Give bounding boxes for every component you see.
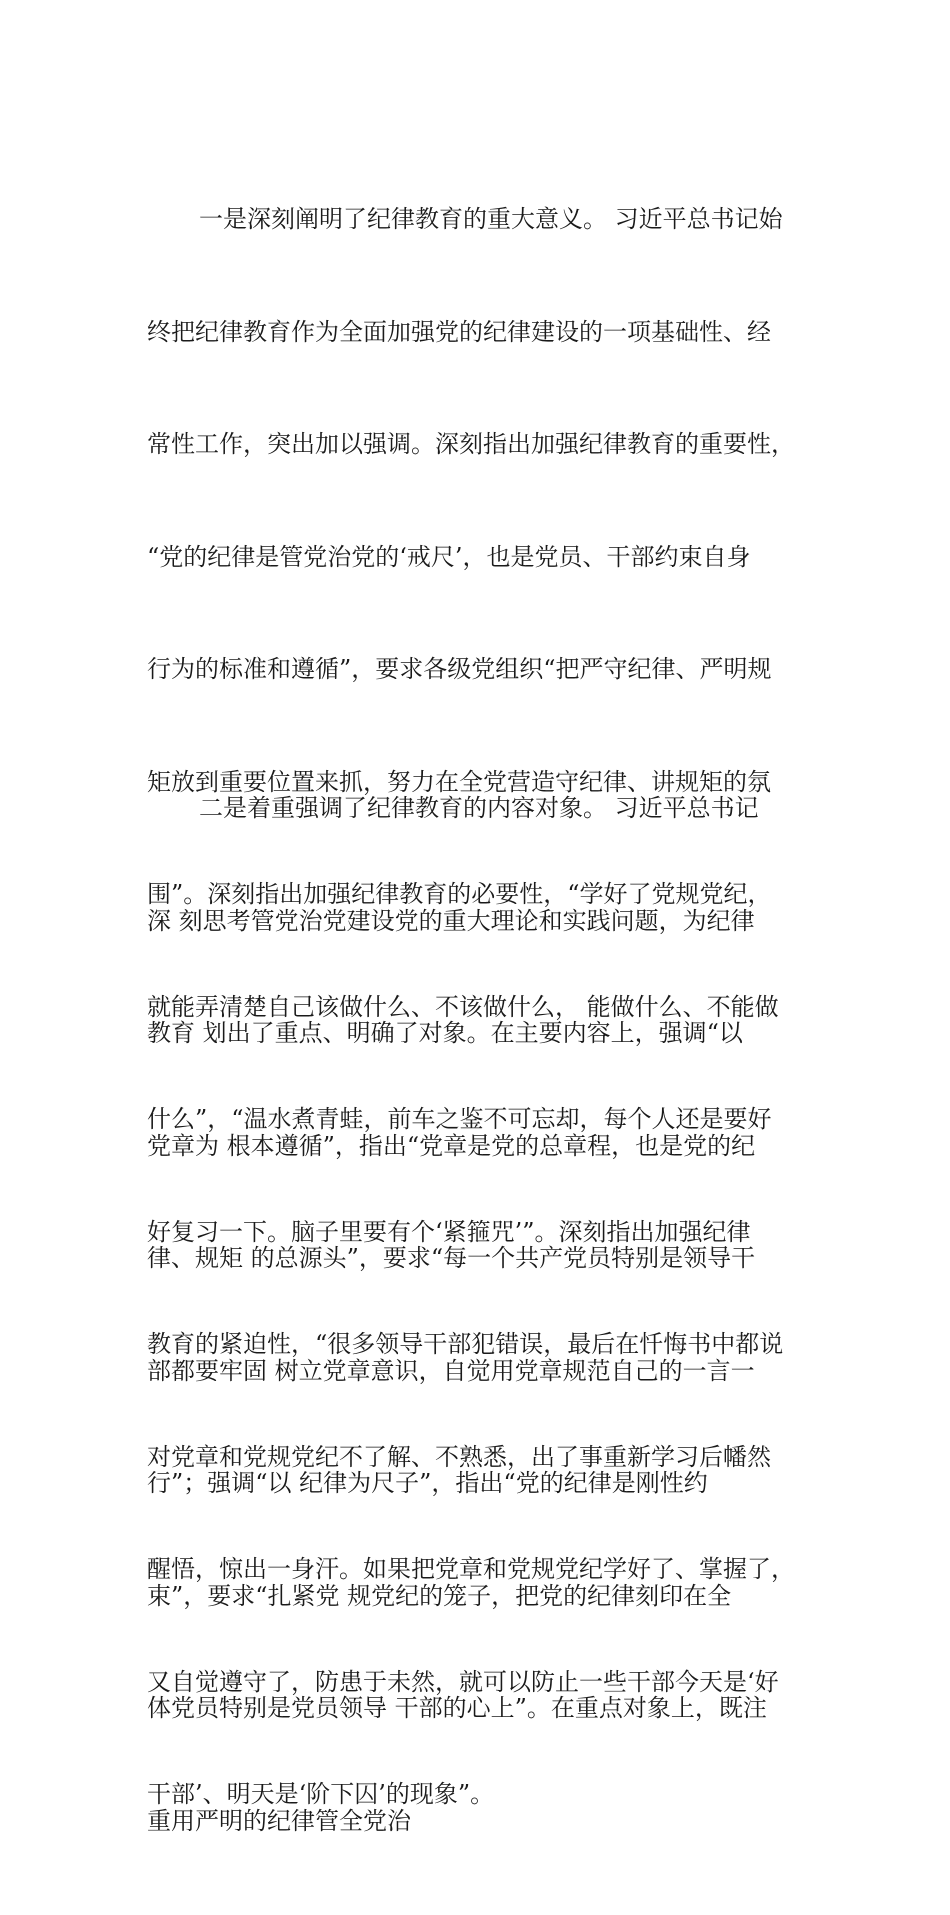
text-line: 律、规矩 的总源头”，要求“每一个共产党员特别是领导干 — [147, 1244, 756, 1272]
text-line: 矩放到重要位置来抓，努力在全党营造守纪律、讲规矩的氛 — [147, 767, 771, 796]
text-line: 深 刻思考管党治党建设党的重大理论和实践问题，为纪律 — [147, 906, 755, 935]
text-line: 就能弄清楚自己该做什么、不该做什么， 能做什么、不能做 — [147, 992, 779, 1021]
text-line: 对党章和党规党纪不了解、不熟悉，出了事重新学习后幡然 — [147, 1442, 771, 1471]
text-line: 什么”，“温水煮青蛙，前车之鉴不可忘却，每个人还是要好 — [147, 1105, 772, 1133]
text-line: 好复习一下。脑子里要有个‘紧箍咒’”。深刻指出加强纪律 — [147, 1217, 751, 1246]
text-line: 常性工作，突出加以强调。深刻指出加强纪律教育的重要性， — [147, 430, 795, 458]
text-line: 醒悟，惊出一身汗。如果把党章和党规党纪学好了、掌握了， — [147, 1555, 795, 1583]
text-line: 重用严明的纪律管全党治 — [147, 1806, 411, 1835]
text-line: 党章为 根本遵循”，指出“党章是党的总章程，也是党的纪 — [147, 1131, 756, 1160]
text-line: 部都要牢固 树立党章意识，自觉用党章规范自己的一言一 — [147, 1356, 755, 1385]
text-line: 终把纪律教育作为全面加强党的纪律建设的一项基础性、经 — [147, 317, 771, 346]
text-line: 教育 划出了重点、明确了对象。在主要内容上，强调“以 — [147, 1019, 743, 1047]
text-line: “党的纪律是管党治党的‘戒尺’，也是党员、干部约束自身 — [147, 542, 751, 571]
text-line: 一是深刻阐明了纪律教育的重大意义。 习近平总书记始 — [199, 205, 783, 233]
text-line: 行”；强调“以 纪律为尺子”，指出“党的纪律是刚性约 — [147, 1469, 708, 1497]
text-line: 二是着重强调了纪律教育的内容对象。 习近平总书记 — [199, 794, 759, 822]
text-line: 教育的紧迫性，“很多领导干部犯错误，最后在忏悔书中都说 — [147, 1330, 784, 1358]
text-line: 行为的标准和遵循”，要求各级党组织“把严守纪律、严明规 — [147, 655, 772, 683]
text-line: 又自觉遵守了，防患于未然，就可以防止一些干部今天是‘好 — [147, 1667, 779, 1696]
text-line: 束”，要求“扎紧党 规党纪的笼子，把党的纪律刻印在全 — [147, 1581, 732, 1610]
text-line: 干部’、明天是‘阶下囚’的现象”。 — [147, 1780, 495, 1808]
text-line: 体党员特别是党员领导 干部的心上”。在重点对象上，既注 — [147, 1694, 767, 1722]
paragraph-discipline-content — [147, 715, 822, 1915]
text-line: 围”。深刻指出加强纪律教育的必要性，“学好了党规党纪， — [147, 880, 772, 908]
